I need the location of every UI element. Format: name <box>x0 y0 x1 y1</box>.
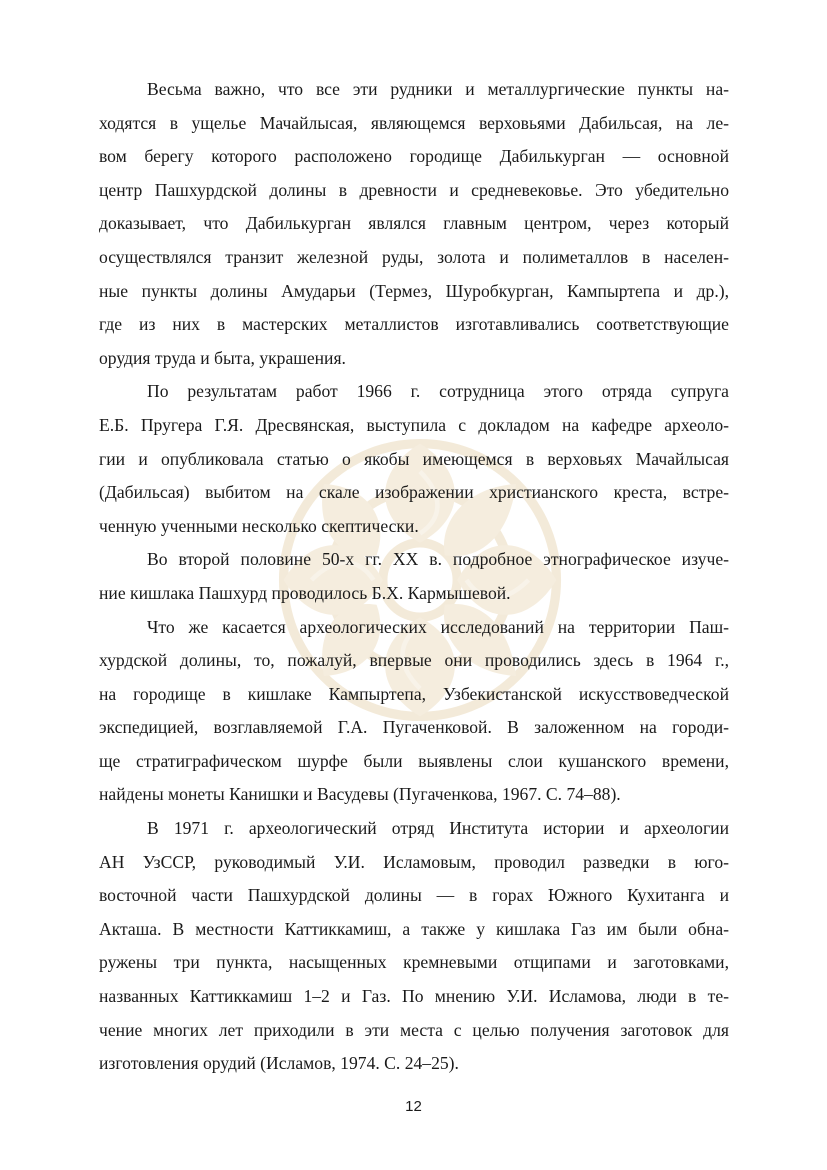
text-line: осуществлялся транзит железной руды, золота и полиметаллов в населен- <box>99 246 729 267</box>
text-line: Акташа. В местности Каттиккамиш, а также у кишлака Газ им были обна- <box>99 918 729 939</box>
text-line: гии и опубликовала статью о якобы имеющемся в верховьях Мачайлысая <box>99 448 729 469</box>
text-line: Весьма важно, что все эти рудники и металлургические пункты на- <box>147 79 729 99</box>
text-line: центр Пашхурдской долины в древности и средневековье. Это убедительно <box>99 179 729 200</box>
text-line: Е.Б. Пругера Г.Я. Дресвянская, выступила с докладом на кафедре археоло- <box>99 414 729 435</box>
text-line: чение многих лет приходили в эти места с целью получения заготовок для <box>99 1019 729 1040</box>
text-line: вом берегу которого расположено городище Дабилькурган — основной <box>99 146 729 167</box>
page-number: 12 <box>405 1098 422 1115</box>
text-line: ружены три пункта, насыщенных кремневыми отщипами и заготовками, <box>99 952 729 973</box>
text-line: Что же касается археологических исследований на территории Паш- <box>147 616 729 637</box>
text-line: хурдской долины, то, пожалуй, впервые они проводились здесь в 1964 г., <box>99 650 729 671</box>
text-line: ние кишлака Пашхурд проводилось Б.Х. Кармышевой. <box>99 582 511 603</box>
text-line: ходятся в ущелье Мачайлысая, являющемся верховьями Дабильсая, на ле- <box>99 112 729 133</box>
text-line: ные пункты долины Амударьи (Термез, Шуробкурган, Кампыртепа и др.), <box>99 280 729 301</box>
text-line: ще стратиграфическом шурфе были выявлены слои кушанского времени, <box>99 750 729 771</box>
text-line: изготовления орудий (Исламов, 1974. С. 24–25). <box>99 1053 459 1074</box>
text-line: АН УзССР, руководимый У.И. Исламовым, проводил разведки в юго- <box>99 851 729 872</box>
text-line: ченную ученными несколько скептически. <box>99 515 419 536</box>
paragraph-1 <box>99 73 729 375</box>
text-line: Во второй половине 50-х гг. XX в. подробное этнографическое изуче- <box>147 549 729 570</box>
body-text <box>99 73 729 1081</box>
text-line: экспедицией, возглавляемой Г.А. Пугаченковой. В заложенном на городи- <box>99 717 729 738</box>
text-line: (Дабильсая) выбитом на скале изображении христианского креста, встре- <box>99 482 729 503</box>
text-line: на городище в кишлаке Кампыртепа, Узбекистанской искусствоведческой <box>99 683 729 704</box>
paragraph-5 <box>99 812 729 1081</box>
paragraph-4 <box>99 611 729 813</box>
text-line: доказывает, что Дабилькурган являлся главным центром, через который <box>99 213 729 234</box>
text-line: найдены монеты Канишки и Васудевы (Пугаченкова, 1967. С. 74–88). <box>99 784 621 805</box>
text-line: названных Каттиккамиш 1–2 и Газ. По мнению У.И. Исламова, люди в те- <box>99 986 729 1007</box>
paragraph-3 <box>99 543 729 610</box>
text-line: где из них в мастерских металлистов изготавливались соответствующие <box>99 314 729 335</box>
text-line: По результатам работ 1966 г. сотрудница этого отряда супруга <box>147 381 729 402</box>
text-line: орудия труда и быта, украшения. <box>99 347 346 368</box>
paragraph-2 <box>99 375 729 543</box>
text-line: В 1971 г. археологический отряд Института истории и археологии <box>147 818 729 839</box>
text-line: восточной части Пашхурдской долины — в горах Южного Кухитанга и <box>99 885 729 906</box>
